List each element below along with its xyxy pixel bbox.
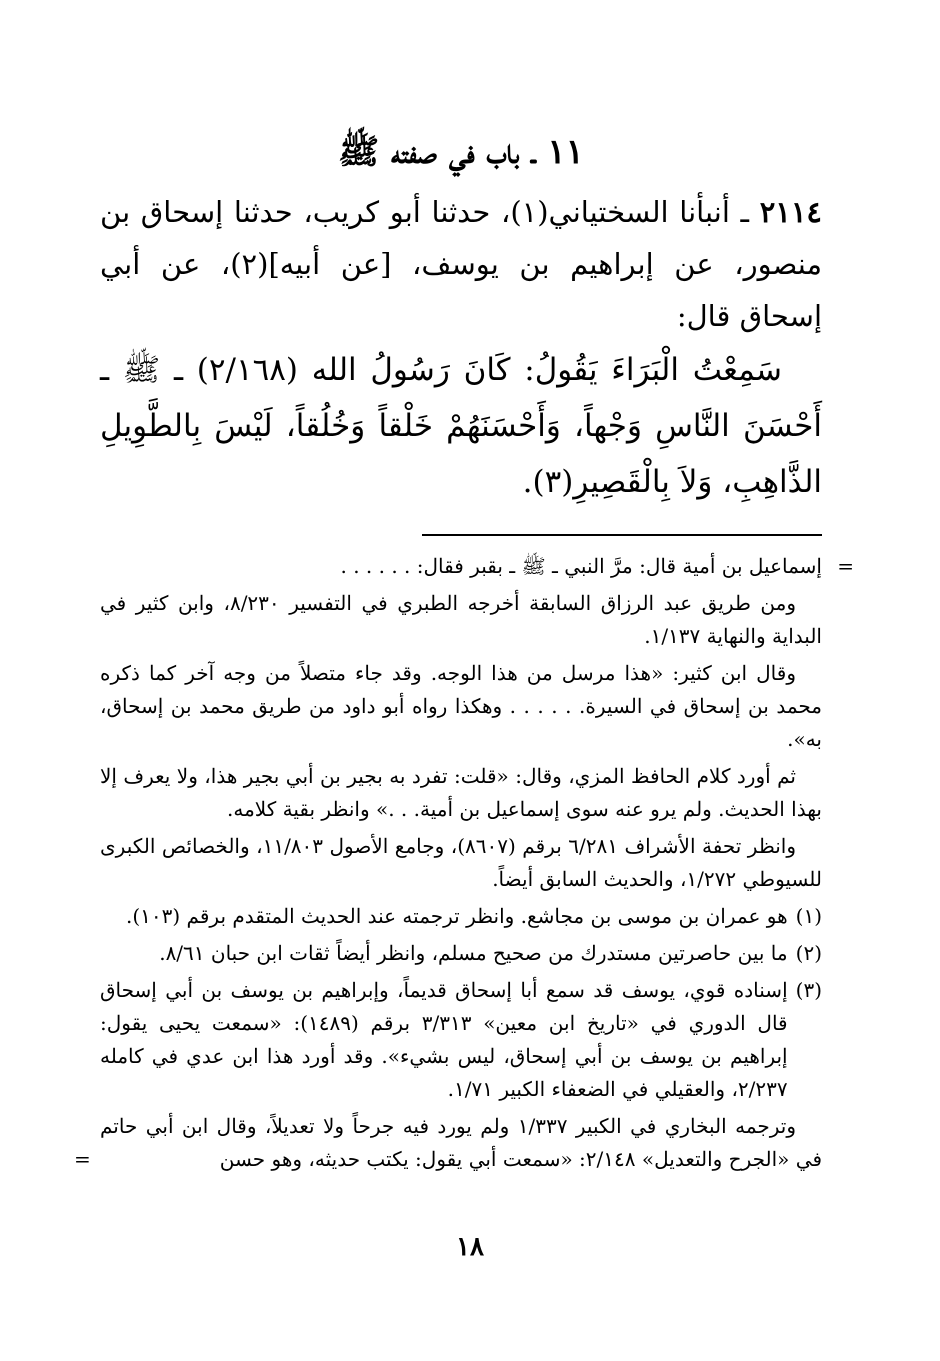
hadith-isnad <box>100 186 822 342</box>
hadith-matn: سَمِعْتُ الْبَرَاءَ يَقُولُ: كَانَ رَسُولُ الله (٢/١٦٨) ـ ﷺ ـ أَحْسَنَ النَّاسِ وَجْهاً، وَأَحْسَنَهُمْ خَلْقاً وَخُلُقاً، لَيْسَ بِالطَّوِيلِ الذَّاهِبِ، وَلاَ بِالْقَصِيرِ(٣). <box>100 352 822 500</box>
chapter-title: ١١ ـ باب في صفته ﷺ <box>338 132 584 172</box>
footnote-paragraph: وقال ابن كثير: «هذا مرسل من هذا الوجه. وقد جاء متصلاً من وجه آخر كما ذكره محمد بن إسحاق في السيرة. . . . . . وهكذا رواه أبو داود من طريق محمد بن إسحاق، به». <box>100 661 822 751</box>
continued-line: إسماعيل بن أمية قال: مرَّ النبي ـ ﷺ ـ بقبر فقال: . . . . . . <box>340 554 822 578</box>
hadith-isnad-text: ـ أنبأنا السختياني(١)، حدثنا أبو كريب، حدثنا إسحاق بن منصور، عن إبراهيم بن يوسف، [عن أبيه](٢)، عن أبي إسحاق قال: <box>100 195 822 333</box>
footnote-number: (٢) <box>795 941 822 965</box>
footnote-number: (٣) <box>795 978 822 1002</box>
footnote-paragraph: وانظر تحفة الأشراف ٦/٢٨١ برقم (٨٦٠٧)، وجامع الأصول ١١/٨٠٣، والخصائص الكبرى للسيوطي ١/٢٧٢، والحديث السابق أيضاً. <box>100 834 822 891</box>
footnote-last-paragraph <box>74 1110 822 1176</box>
footnote-paragraph: ثم أورد كلام الحافظ المزي، وقال: «قلت: تفرد به بجير بن أبي بجير هذا، ولا يعرف إلا بهذا الحديث. ولم يرو عنه سوى إسماعيل بن أمية. . .» وانظر بقية كلامه. <box>100 764 822 821</box>
footnote-paragraph: ومن طريق عبد الرزاق السابقة أخرجه الطبري في التفسير ٨/٢٣٠، وابن كثير في البداية والنهاية ١/١٣٧. <box>100 591 822 648</box>
page-number: ١٨ <box>456 1232 484 1262</box>
footnote-text: إسناده قوي، يوسف قد سمع أبا إسحاق قديماً، وإبراهيم بن يوسف بن أبي إسحاق قال الدوري في «تاريخ ابن معين» ٣/٣١٣ برقم (١٤٨٩): «سمعت يحيى يقول: إبراهيم بن يوسف بن أبي إسحاق، ليس بشيء». وقد أورد هذا ابن عدي في كامله ٢/٢٣٧، والعقيلي في الضعفاء الكبير ١/٧١. <box>100 978 788 1101</box>
footnote-item-2 <box>100 937 822 970</box>
hadith-number: ٢١١٤ <box>759 195 823 229</box>
continued-from-previous-mark: = <box>837 554 854 578</box>
footnote-text: ما بين حاصرتين مستدرك من صحيح مسلم، وانظر أيضاً ثقات ابن حبان ٨/٦١. <box>159 941 788 965</box>
footnote-item-3 <box>100 974 822 1106</box>
footnote-number: (١) <box>795 904 822 928</box>
footnote-continuation <box>100 550 854 583</box>
footnote-last-text: وترجمه البخاري في الكبير ١/٣٣٧ ولم يورد فيه جرحاً ولا تعديلاً، وقال ابن أبي حاتم في «الجرح والتعديل» ٢/١٤٨: «سمعت أبي يقول: يكتب حديثه، وهو حسن <box>100 1114 822 1171</box>
continues-next-page-mark: = <box>74 1147 91 1171</box>
page-body <box>74 110 854 1310</box>
footnote-separator <box>422 534 822 536</box>
footnote-item-1 <box>100 900 822 933</box>
footnote-text: هو عمران بن موسى بن مجاشع. وانظر ترجمته عند الحديث المتقدم برقم (١٠٣). <box>125 904 788 928</box>
